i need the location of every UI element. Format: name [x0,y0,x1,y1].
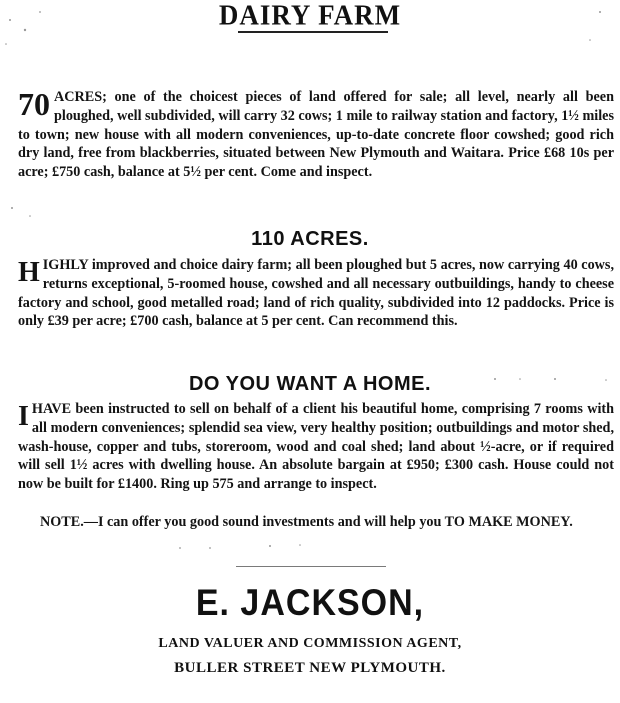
ad-110-acres-dropcap: H [18,257,40,288]
heading-110-acres: 110 ACRES. [251,228,369,250]
ad-home-text: HAVE been instructed to sell on behalf of a client his beautiful home, comprising 7 rooms with all modern conveniences; splendid sea view, very healthy position; outbuildings and motor shed, wash-house, copper and tubs, storeroom, wood and coal shed; land about ½-acre, or if required will sell 1½ acres with dwelling house. An absolute bargain at £950; £300 cash. House could not now be built for £1400. Ring up 575 and arrange to inspect. [18,401,614,493]
ad-title: DAIRY FARM [218,0,402,31]
ad-70-acres-text: ACRES; one of the choicest pieces of land offered for sale; all level, nearly all been ploughed, well subdivided, will carry 32 cows; 1 mile to railway station and factory, 1½ miles to town; new house with all modern conveniences, up-to-date concrete floor cowshed; good rich dry land, free from blackberries, situated between New Plymouth and Waitara. Price £68 10s per acre; £750 cash, balance at 5½ per cent. Come and inspect. [18,89,615,181]
ad-home-dropcap: I [18,401,29,432]
ad-110-acres-text: IGHLY improved and choice dairy farm; all been ploughed but 5 acres, now carrying 40 cows, returns exceptional, 5-roomed house, cowshed and all necessary outbuildings, handy to cheese factory and school, good metalled road; land of rich quality, subdivided into 12 paddocks. Price is only £39 per acre; £700 cash, balance at 5 per cent. Can recommend this. [18,257,614,330]
note-investments: NOTE.—I can offer you good sound investments and will help you TO MAKE MONEY. [40,514,573,530]
agent-name: E. JACKSON, [195,582,425,624]
heading-do-you-want-a-home: DO YOU WANT A HOME. [188,373,432,395]
ad-70-acres-number: 70 [18,86,50,122]
agent-role: LAND VALUER AND COMMISSION AGENT, [158,636,462,651]
agent-address: BULLER STREET NEW PLYMOUTH. [174,660,446,676]
